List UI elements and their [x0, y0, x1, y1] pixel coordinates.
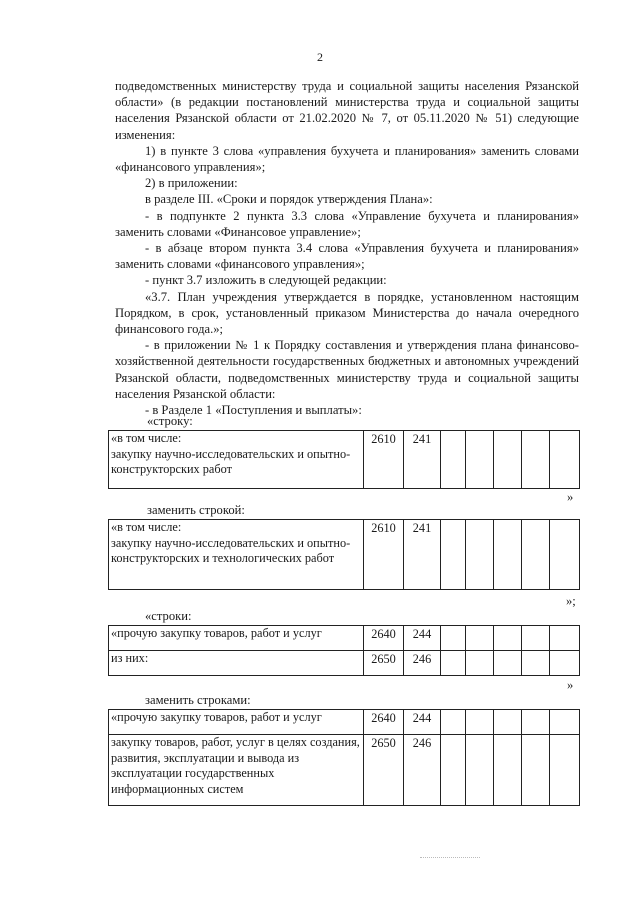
row-code: 2650 [364, 735, 404, 806]
empty-cell [466, 520, 494, 590]
empty-cell [494, 651, 522, 676]
row-description: «прочую закупку товаров, работ и услуг [109, 626, 364, 651]
paragraph: - пункт 3.7 изложить в следующей редакции: [145, 273, 387, 288]
paragraph: подведомственных министерству труда и социальной защиты населения Рязанской области» (в редакции постановлений министерства труда и социальной защиты населения Рязанской области от 21.02.2020 № 7, от 05.11.2020 № 51) следующие изменения: [115, 79, 579, 142]
empty-cell [494, 431, 522, 489]
table-row [109, 431, 580, 489]
empty-cell [550, 431, 580, 489]
row-kbk: 246 [404, 651, 441, 676]
row-description: «прочую закупку товаров, работ и услуг [109, 710, 364, 735]
label-replace-lines: заменить строками: [145, 693, 251, 707]
page-number: 2 [317, 50, 323, 64]
closing-quote: » [567, 678, 574, 692]
label-lines: «строки: [145, 609, 192, 623]
empty-cell [522, 431, 550, 489]
row-description: из них: [109, 651, 364, 676]
table-original-row [108, 430, 580, 489]
row-description: закупку товаров, работ, услуг в целях создания, развития, эксплуатации и вывода из эксплуатации государственных информационных систем [109, 735, 364, 806]
empty-cell [550, 651, 580, 676]
table-replacement-rows [108, 709, 580, 806]
empty-cell [441, 431, 466, 489]
paragraph: - в абзаце втором пункта 3.4 слова «Управления бухучета и планирования» заменить словами «финансового управления»; [115, 241, 579, 272]
label-line: «строку: [147, 414, 193, 428]
row-description: «в том числе: закупку научно-исследовательских и опытно-конструкторских работ [109, 431, 364, 489]
table-row [109, 735, 580, 806]
empty-cell [441, 651, 466, 676]
table-row [109, 520, 580, 590]
empty-cell [441, 735, 466, 806]
empty-cell [494, 735, 522, 806]
paragraph: 2) в приложении: [145, 176, 238, 191]
empty-cell [494, 626, 522, 651]
row-kbk: 244 [404, 710, 441, 735]
empty-cell [466, 735, 494, 806]
table-row [109, 651, 580, 676]
empty-cell [550, 710, 580, 735]
paragraph: - в подпункте 2 пункта 3.3 слова «Управление бухучета и планирования» заменить словами «Финансовое управление»; [115, 208, 579, 239]
empty-cell [550, 520, 580, 590]
row-description: «в том числе: закупку научно-исследовательских и опытно-конструкторских и технологических работ [109, 520, 364, 590]
empty-cell [441, 710, 466, 735]
empty-cell [466, 710, 494, 735]
paragraph: 1) в пункте 3 слова «управления бухучета и планирования» заменить словами «финансового управления»; [115, 143, 579, 175]
document-body [115, 78, 579, 418]
empty-cell [441, 520, 466, 590]
label-replace-line: заменить строкой: [147, 503, 245, 517]
row-code: 2610 [364, 520, 404, 590]
closing-quote: »; [566, 594, 576, 608]
row-code: 2640 [364, 626, 404, 651]
closing-quote: » [567, 490, 574, 504]
scan-artifact [420, 851, 480, 858]
paragraph: в разделе III. «Сроки и порядок утверждения Плана»: [145, 192, 433, 207]
empty-cell [494, 520, 522, 590]
empty-cell [522, 626, 550, 651]
table-replacement-row [108, 519, 580, 590]
empty-cell [466, 431, 494, 489]
paragraph: «3.7. План учреждения утверждается в порядке, установленном настоящим Порядком, в срок, установленный приказом Министерства до начала очередного финансового года.»; [115, 289, 579, 337]
empty-cell [466, 651, 494, 676]
paragraph: - в Разделе 1 «Поступления и выплаты»: [145, 403, 362, 418]
table-row [109, 626, 580, 651]
row-code: 2650 [364, 651, 404, 676]
paragraph: - в приложении № 1 к Порядку составления и утверждения плана финансово-хозяйственной деятельности государственных бюджетных и автономных учреждений Рязанской области, подведомственных министерству труда и социальной защиты населения Рязанской области: [115, 338, 579, 401]
empty-cell [522, 735, 550, 806]
row-kbk: 244 [404, 626, 441, 651]
empty-cell [550, 735, 580, 806]
empty-cell [522, 520, 550, 590]
empty-cell [466, 626, 494, 651]
row-kbk: 241 [404, 520, 441, 590]
table-row [109, 710, 580, 735]
empty-cell [522, 710, 550, 735]
empty-cell [441, 626, 466, 651]
empty-cell [522, 651, 550, 676]
empty-cell [494, 710, 522, 735]
row-kbk: 246 [404, 735, 441, 806]
empty-cell [550, 626, 580, 651]
row-kbk: 241 [404, 431, 441, 489]
table-original-rows [108, 625, 580, 676]
row-code: 2610 [364, 431, 404, 489]
row-code: 2640 [364, 710, 404, 735]
